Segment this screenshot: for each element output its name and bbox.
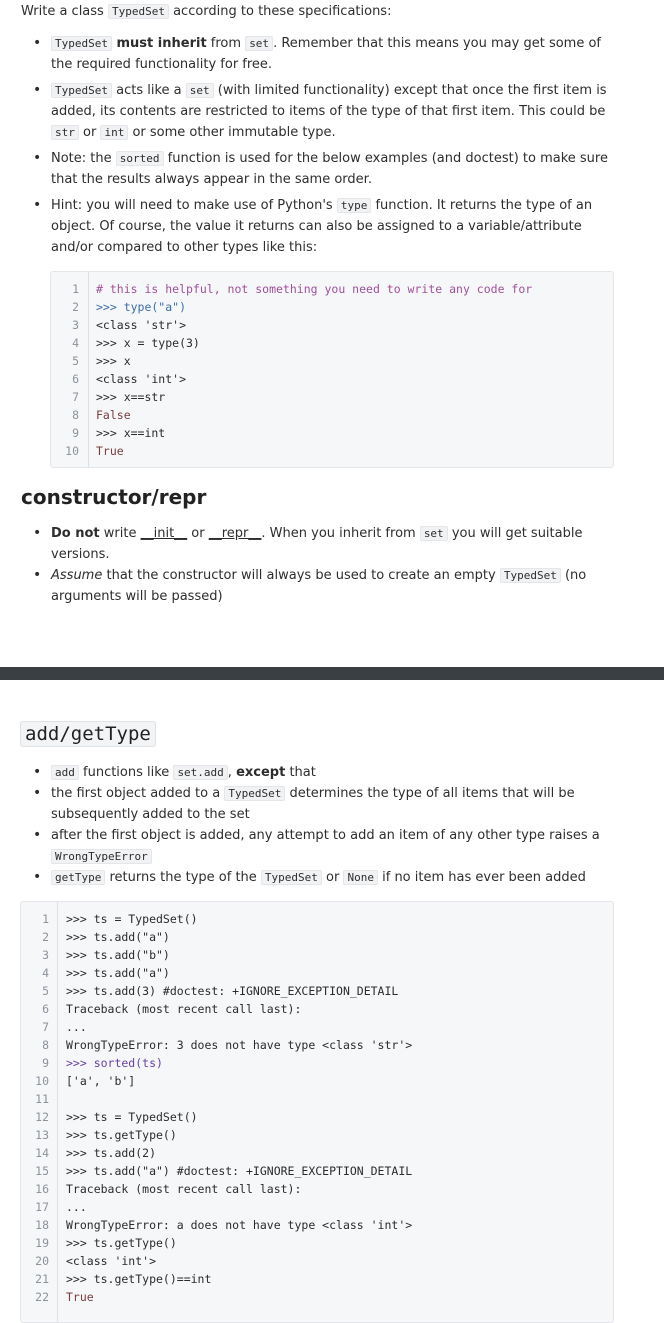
add-item-wrong-type <box>21 825 601 867</box>
code-text: >>> x==str <box>96 390 166 404</box>
code-block-type-example <box>50 271 614 468</box>
code-text: True <box>66 1290 94 1304</box>
code-set-add: set.add <box>173 765 227 780</box>
bold-do-not: Do not <box>51 526 100 541</box>
text: determines the type of all items that will be subsequently added to the set <box>51 786 575 822</box>
code-text: Traceback (most recent call last): <box>66 1182 302 1196</box>
init-underlined: __init__ <box>140 526 188 541</box>
line-number: 4 <box>72 336 79 350</box>
code-typedset: TypedSet <box>51 83 112 98</box>
line-number: 14 <box>35 1146 49 1160</box>
repr-underlined: __repr__ <box>208 526 262 541</box>
code-typedset: TypedSet <box>500 568 561 583</box>
line-number: 8 <box>72 408 79 422</box>
spec-item-behaviour <box>21 80 621 143</box>
typedset-code: TypedSet <box>108 4 169 19</box>
section-divider <box>0 667 664 680</box>
line-number: 18 <box>35 1218 49 1232</box>
bold-must-inherit: must inherit <box>111 36 207 51</box>
text: after the first object is added, any attempt to add an item of any other type raises a <box>51 828 600 843</box>
code-text: >>> ts.add("a") <box>66 966 170 980</box>
line-number: 20 <box>35 1254 49 1268</box>
text: Hint: you will need to make use of Python's <box>51 198 337 213</box>
line-number: 3 <box>42 948 49 962</box>
code-text: >>> ts.add("b") <box>66 948 170 962</box>
spec-item-inherit <box>21 33 621 75</box>
line-number: 15 <box>35 1164 49 1178</box>
code-text: >>> x = type(3) <box>96 336 200 350</box>
line-number: 10 <box>65 444 79 458</box>
line-number: 2 <box>72 300 79 314</box>
text: acts like a <box>111 83 186 98</box>
text: function is used for the below examples (and doctest) to make sure that the results always appear in the same order. <box>51 151 608 187</box>
text: (no arguments will be passed) <box>51 568 587 604</box>
code-text: >>> x==int <box>96 426 166 440</box>
line-number: 1 <box>72 282 79 296</box>
code-text: True <box>96 444 124 458</box>
code-text: >>> ts.add("a") #doctest: +IGNORE_EXCEPTION_DETAIL <box>66 1164 413 1178</box>
constructor-list <box>21 523 621 607</box>
code-gettype: getType <box>51 870 105 885</box>
line-number: 8 <box>42 1038 49 1052</box>
code-text: >>> ts.getType() <box>66 1128 177 1142</box>
code-text: Traceback (most recent call last): <box>66 1002 302 1016</box>
code-sorted: sorted <box>116 151 164 166</box>
spec-item-hint <box>21 195 621 258</box>
code-typedset: TypedSet <box>261 870 322 885</box>
add-item-first-object <box>21 783 601 825</box>
code-text: >>> ts = TypedSet() <box>66 912 198 926</box>
spec-item-note <box>21 148 621 190</box>
line-number: 13 <box>35 1128 49 1142</box>
line-number: 7 <box>72 390 79 404</box>
add-item-gettype <box>21 867 601 888</box>
italic-assume: Assume <box>51 568 103 583</box>
code-set: set <box>420 526 448 541</box>
line-number: 12 <box>35 1110 49 1124</box>
code-int: int <box>100 125 128 140</box>
code-text: <class 'int'> <box>96 372 187 386</box>
code-type: type <box>337 198 372 213</box>
line-number: 4 <box>42 966 49 980</box>
line-number: 9 <box>72 426 79 440</box>
code-typedset: TypedSet <box>224 786 285 801</box>
code-text: >>> x <box>96 354 131 368</box>
code-set: set <box>186 83 214 98</box>
text: from <box>206 36 246 51</box>
intro-text <box>21 2 391 22</box>
line-number: 19 <box>35 1236 49 1250</box>
line-number: 9 <box>42 1056 49 1070</box>
code-text: >>> ts.add(2) <box>66 1146 157 1160</box>
code-add: add <box>51 765 79 780</box>
text: . Remember that this means you may get some of the required functionality for free. <box>51 36 601 72</box>
text: function. It returns the type of an object. Of course, the value it returns can also be assigned to a variable/attribute and/or compared to other types like this: <box>51 198 593 255</box>
code-none: None <box>343 870 378 885</box>
text: or some other immutable type. <box>128 125 336 140</box>
code-wrongtypeerror: WrongTypeError <box>51 849 152 864</box>
code-text: >>> type("a") <box>96 300 187 314</box>
text: if no item has ever been added <box>377 870 586 885</box>
code-text: False <box>96 408 131 422</box>
line-number: 17 <box>35 1200 49 1214</box>
text: write <box>99 526 141 541</box>
gutter-divider <box>88 272 89 467</box>
line-number: 7 <box>42 1020 49 1034</box>
code-text: ['a', 'b'] <box>66 1074 136 1088</box>
line-number: 21 <box>35 1272 49 1286</box>
text: or <box>78 125 101 140</box>
text: you will get suitable versions. <box>51 526 583 562</box>
code-text: ... <box>66 1200 87 1214</box>
line-number: 6 <box>72 372 79 386</box>
code-text: >>> ts.getType()==int <box>66 1272 212 1286</box>
text: the first object added to a <box>51 786 225 801</box>
line-number: 1 <box>42 912 49 926</box>
intro-post: according to these specifications: <box>168 4 392 19</box>
text: (with limited functionality) except that once the first item is added, its contents are restricted to items of the type of that first item. This could be <box>51 83 607 119</box>
spec-list <box>21 33 621 258</box>
code-text: # this is helpful, not something you need to write any code for <box>96 282 533 296</box>
text: that the constructor will always be used to create an empty <box>102 568 500 583</box>
text: or <box>321 870 344 885</box>
section-heading-constructor-repr: constructor/repr <box>21 485 207 509</box>
line-number: 5 <box>42 984 49 998</box>
text: . When you inherit from <box>261 526 420 541</box>
add-item-functions-like <box>21 762 601 783</box>
code-str: str <box>51 125 79 140</box>
line-number: 10 <box>35 1074 49 1088</box>
text: Note: the <box>51 151 116 166</box>
line-number: 16 <box>35 1182 49 1196</box>
code-text: WrongTypeError: 3 does not have type <class 'str'> <box>66 1038 413 1052</box>
code-set: set <box>245 36 273 51</box>
code-text: <class 'int'> <box>66 1254 157 1268</box>
line-number: 11 <box>35 1092 49 1106</box>
code-text: >>> ts.add(3) #doctest: +IGNORE_EXCEPTION_DETAIL <box>66 984 399 998</box>
line-number: 22 <box>35 1290 49 1304</box>
line-number: 2 <box>42 930 49 944</box>
text: returns the type of the <box>105 870 261 885</box>
code-text: WrongTypeError: a does not have type <class 'int'> <box>66 1218 413 1232</box>
code-text: >>> ts.getType() <box>66 1236 177 1250</box>
text: , <box>227 765 237 780</box>
gutter-divider <box>57 902 58 1322</box>
line-number: 5 <box>72 354 79 368</box>
line-number: 3 <box>72 318 79 332</box>
constructor-item-assume <box>21 565 621 607</box>
code-text: <class 'str'> <box>96 318 187 332</box>
code-text: >>> sorted(ts) <box>66 1056 163 1070</box>
add-list <box>21 762 601 888</box>
code-text: ... <box>66 1020 87 1034</box>
bold-except: except <box>236 765 286 780</box>
code-text: >>> ts = TypedSet() <box>66 1110 198 1124</box>
code-text: >>> ts.add("a") <box>66 930 170 944</box>
intro-pre: Write a class <box>21 4 108 19</box>
line-number: 6 <box>42 1002 49 1016</box>
text: or <box>187 526 209 541</box>
code-block-doctest <box>20 901 614 1323</box>
text: that <box>285 765 316 780</box>
constructor-item-do-not <box>21 523 621 565</box>
text: functions like <box>78 765 174 780</box>
section-heading-add-gettype: add/getType <box>20 721 156 747</box>
code-typedset: TypedSet <box>51 36 112 51</box>
